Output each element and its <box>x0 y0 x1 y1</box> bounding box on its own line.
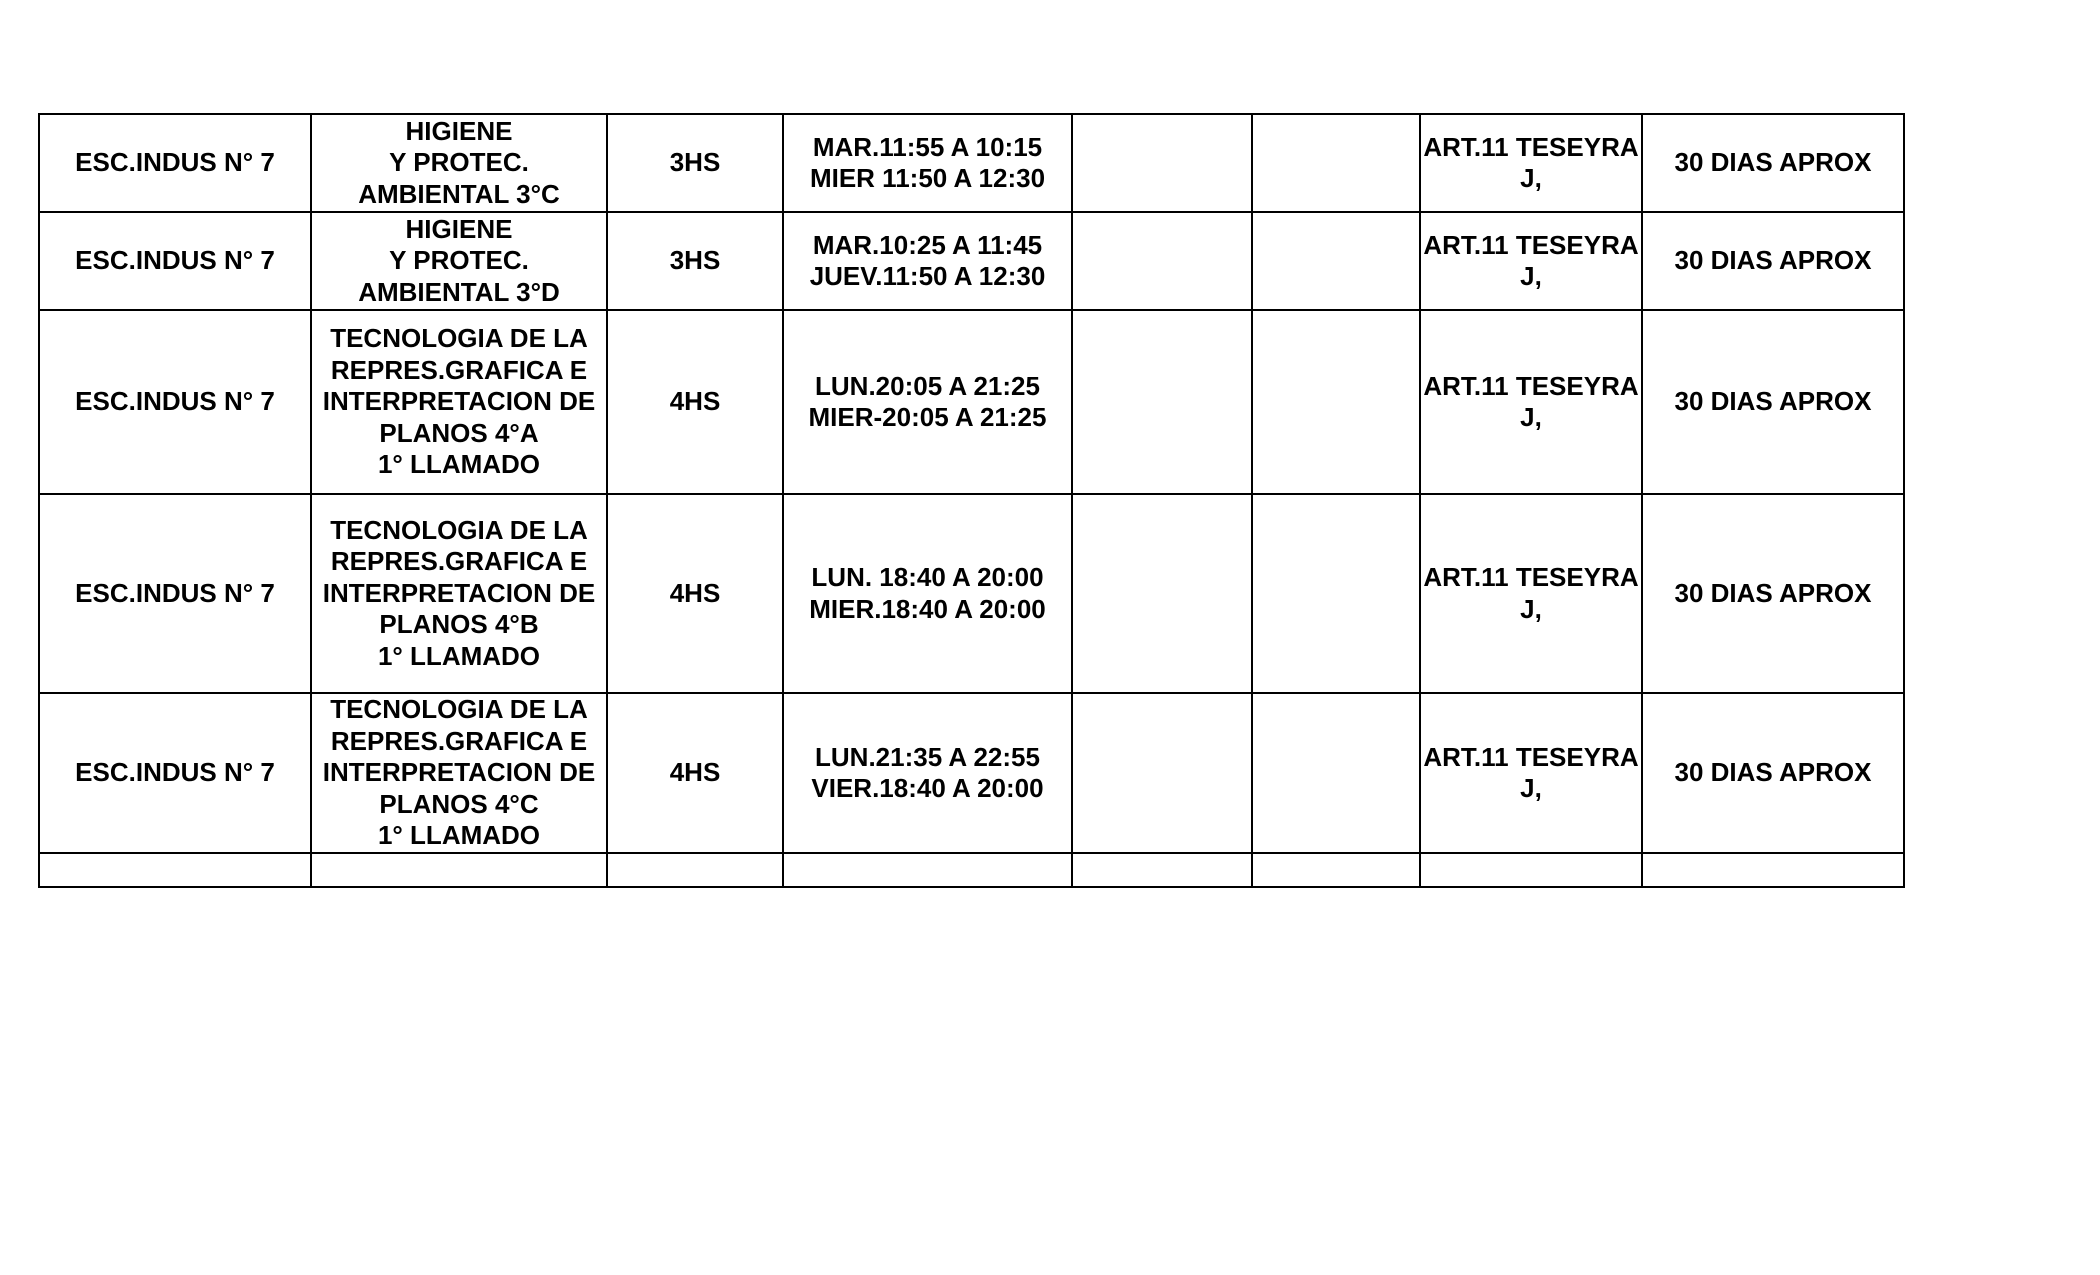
subject-cell <box>311 212 607 310</box>
article-text: ART.11 TESEYRA J, <box>1423 562 1639 624</box>
schedule-text: LUN. 18:40 A 20:00 MIER.18:40 A 20:00 <box>809 562 1046 624</box>
article-cell <box>1420 114 1642 212</box>
schedule-text: LUN.20:05 A 21:25 MIER-20:05 A 21:25 <box>808 370 1047 432</box>
article-cell <box>1420 310 1642 494</box>
duration-cell <box>1642 114 1904 212</box>
duration-cell <box>1642 693 1904 853</box>
hours-text: 4HS <box>669 577 721 608</box>
schedule-text: MAR.11:55 A 10:15 MIER 11:50 A 12:30 <box>809 131 1046 193</box>
school-cell <box>39 494 311 693</box>
empty-cell <box>1072 693 1252 853</box>
duration-text: 30 DIAS APROX <box>1674 386 1872 417</box>
duration-text: 30 DIAS APROX <box>1674 757 1872 788</box>
empty-cell <box>1072 310 1252 494</box>
subject-cell <box>311 693 607 853</box>
school-cell <box>39 693 311 853</box>
hours-text: 3HS <box>669 147 721 178</box>
article-text: ART.11 TESEYRA J, <box>1423 131 1639 193</box>
school-text: ESC.INDUS N° 7 <box>75 757 275 788</box>
table-row <box>39 853 1904 887</box>
empty-cell <box>1252 853 1420 887</box>
subject-text: TECNOLOGIA DE LA REPRES.GRAFICA E INTERPRETACION DE PLANOS 4°A 1° LLAMADO <box>322 323 596 480</box>
subject-cell <box>311 310 607 494</box>
school-text: ESC.INDUS N° 7 <box>75 245 275 276</box>
school-text: ESC.INDUS N° 7 <box>75 147 275 178</box>
empty-cell <box>1072 853 1252 887</box>
empty-cell <box>1252 212 1420 310</box>
empty-cell <box>1072 494 1252 693</box>
article-text: ART.11 TESEYRA J, <box>1423 229 1639 291</box>
subject-text: HIGIENE Y PROTEC. AMBIENTAL 3°D <box>358 213 560 307</box>
subject-cell <box>311 494 607 693</box>
subject-text: TECNOLOGIA DE LA REPRES.GRAFICA E INTERPRETACION DE PLANOS 4°B 1° LLAMADO <box>322 514 596 671</box>
school-text: ESC.INDUS N° 7 <box>75 386 275 417</box>
hours-text: 3HS <box>669 245 721 276</box>
schedule-cell <box>783 693 1072 853</box>
subject-text: TECNOLOGIA DE LA REPRES.GRAFICA E INTERPRETACION DE PLANOS 4°C 1° LLAMADO <box>322 694 596 851</box>
article-text: ART.11 TESEYRA J, <box>1423 741 1639 803</box>
article-cell <box>1420 212 1642 310</box>
empty-cell <box>1252 494 1420 693</box>
hours-cell <box>607 212 783 310</box>
schedule-text: MAR.10:25 A 11:45 JUEV.11:50 A 12:30 <box>809 229 1046 291</box>
empty-cell <box>1252 114 1420 212</box>
empty-cell <box>1252 310 1420 494</box>
hours-text: 4HS <box>669 757 721 788</box>
article-cell <box>1420 853 1642 887</box>
school-cell <box>39 853 311 887</box>
subject-cell <box>311 114 607 212</box>
hours-cell <box>607 114 783 212</box>
schedule-text: LUN.21:35 A 22:55 VIER.18:40 A 20:00 <box>811 741 1044 803</box>
duration-text: 30 DIAS APROX <box>1674 147 1872 178</box>
schedule-cell <box>783 114 1072 212</box>
hours-cell <box>607 494 783 693</box>
table-row <box>39 494 1904 693</box>
hours-cell <box>607 693 783 853</box>
school-cell <box>39 212 311 310</box>
schedule-cell <box>783 494 1072 693</box>
subject-cell <box>311 853 607 887</box>
schedule-cell <box>783 212 1072 310</box>
article-cell <box>1420 693 1642 853</box>
duration-text: 30 DIAS APROX <box>1674 245 1872 276</box>
empty-cell <box>1072 114 1252 212</box>
table-row <box>39 693 1904 853</box>
duration-cell <box>1642 212 1904 310</box>
duration-cell <box>1642 310 1904 494</box>
schedule-cell <box>783 853 1072 887</box>
school-cell <box>39 114 311 212</box>
schedule-table-body <box>39 114 1904 887</box>
article-text: ART.11 TESEYRA J, <box>1423 370 1639 432</box>
empty-cell <box>1252 693 1420 853</box>
schedule-cell <box>783 310 1072 494</box>
table-row <box>39 310 1904 494</box>
hours-cell <box>607 853 783 887</box>
school-cell <box>39 310 311 494</box>
duration-cell <box>1642 494 1904 693</box>
subject-text: HIGIENE Y PROTEC. AMBIENTAL 3°C <box>358 115 560 209</box>
duration-text: 30 DIAS APROX <box>1674 577 1872 608</box>
hours-cell <box>607 310 783 494</box>
school-text: ESC.INDUS N° 7 <box>75 577 275 608</box>
article-cell <box>1420 494 1642 693</box>
duration-cell <box>1642 853 1904 887</box>
empty-cell <box>1072 212 1252 310</box>
schedule-table <box>38 113 1905 888</box>
table-row <box>39 114 1904 212</box>
hours-text: 4HS <box>669 386 721 417</box>
table-row <box>39 212 1904 310</box>
